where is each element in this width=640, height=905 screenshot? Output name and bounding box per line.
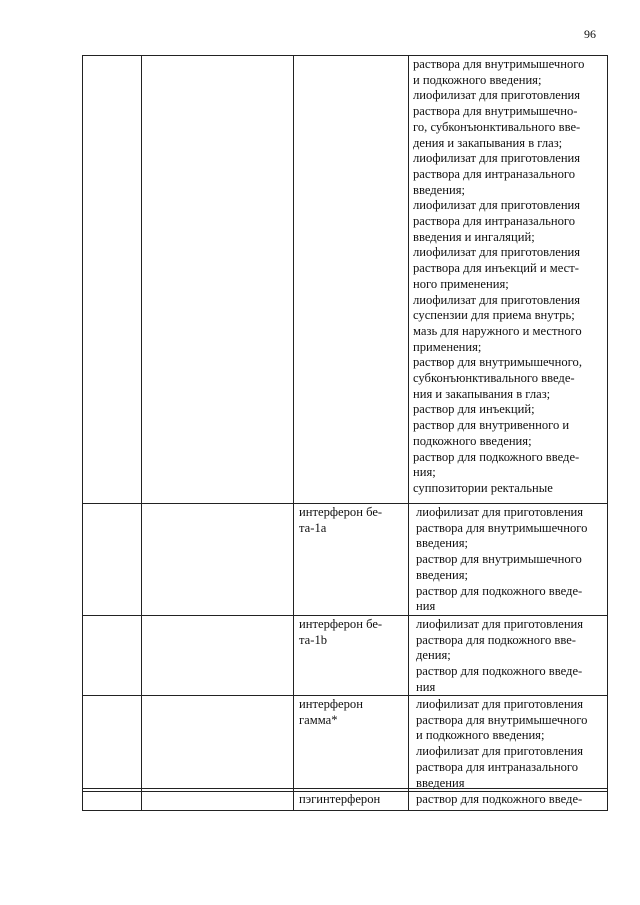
table-rule (82, 55, 83, 811)
table-rule (607, 55, 608, 811)
form-line: ния; (413, 465, 436, 480)
form-line: раствора для инъекций и мест- (413, 261, 579, 276)
table-rule (408, 55, 409, 811)
form-line: ния (416, 599, 436, 614)
table-rule (293, 55, 294, 811)
form-line: ния (416, 679, 436, 694)
table-rule (82, 55, 608, 56)
form-line: субконъюнктивального введе- (413, 371, 575, 386)
form-line: лиофилизат для приготовления (413, 292, 581, 307)
form-line: раствора для внутримышечного (416, 520, 588, 535)
form-line: раствора для интраназального (416, 759, 579, 774)
form-line: раствор для внутримышечного (416, 552, 582, 567)
form-line: раствора для интраназального (413, 214, 576, 229)
drug-name-line: пэгинтерферон (299, 792, 381, 806)
form-line: введения; (416, 536, 469, 551)
form-line: дения; (416, 648, 451, 663)
form-line: лиофилизат для приготовления (413, 198, 581, 213)
drug-name-cell (299, 792, 380, 808)
form-line: раствор для внутривенного и (413, 418, 570, 433)
drug-name-line: гамма* (299, 712, 338, 727)
dosage-forms-cell (416, 792, 582, 808)
form-line: суппозитории ректальные (413, 480, 553, 495)
dosage-forms-cell (416, 617, 583, 696)
form-line: и подкожного введения; (413, 72, 542, 87)
form-line: раствор для подкожного введе- (416, 583, 583, 598)
dosage-forms-cell (413, 57, 584, 497)
drug-name-line: интерферон (299, 697, 363, 711)
form-line: ного применения; (413, 276, 509, 291)
form-line: лиофилизат для приготовления (416, 697, 584, 711)
dosage-forms-cell (416, 697, 587, 791)
drug-name-line: та-1b (299, 632, 328, 647)
drug-name-cell (299, 617, 382, 648)
form-line: раствор для инъекций; (413, 402, 535, 417)
form-line: введения и ингаляций; (413, 229, 535, 244)
dosage-forms-cell (416, 505, 587, 615)
form-line: раствора для внутримышечного (413, 57, 585, 71)
form-line: раствора для подкожного вве- (416, 632, 576, 647)
form-line: введения (416, 775, 465, 790)
form-line: суспензии для приема внутрь; (413, 308, 575, 323)
drug-name-line: интерферон бе- (299, 505, 383, 519)
drug-name-line: та-1а (299, 520, 327, 535)
form-line: раствора для внутримышечного (416, 712, 588, 727)
form-line: лиофилизат для приготовления (413, 245, 581, 260)
form-line: раствор для подкожного введе- (413, 449, 580, 464)
form-line: подкожного введения; (413, 433, 532, 448)
form-line: раствор для подкожного введе- (416, 664, 583, 679)
form-line: мазь для наружного и местного (413, 323, 582, 338)
form-line: введения; (416, 567, 469, 582)
form-line: ния и закапывания в глаз; (413, 386, 551, 401)
form-line: лиофилизат для приготовления (413, 88, 581, 103)
table-rule (82, 615, 608, 616)
page-number: 96 (584, 27, 596, 41)
form-line: лиофилизат для приготовления (416, 744, 584, 759)
table-rule (82, 503, 608, 504)
form-line: и подкожного введения; (416, 728, 545, 743)
form-line: лиофилизат для приготовления (416, 505, 584, 519)
form-line: раствор для внутримышечного, (413, 355, 582, 370)
drug-name-line: интерферон бе- (299, 617, 383, 631)
form-line: лиофилизат для приготовления (413, 151, 581, 166)
form-line: лиофилизат для приготовления (416, 617, 584, 631)
form-line: раствора для интраназального (413, 166, 576, 181)
table-rule (141, 55, 142, 811)
drug-name-cell (299, 697, 363, 728)
form-line: введения; (413, 182, 466, 197)
form-line: раствор для подкожного введе- (416, 792, 583, 806)
form-line: дения и закапывания в глаз; (413, 135, 563, 150)
form-line: применения; (413, 339, 482, 354)
table-rule (82, 810, 608, 811)
form-line: го, субконъюнктивального вве- (413, 119, 581, 134)
drug-name-cell (299, 505, 382, 536)
form-line: раствора для внутримышечно- (413, 104, 578, 119)
